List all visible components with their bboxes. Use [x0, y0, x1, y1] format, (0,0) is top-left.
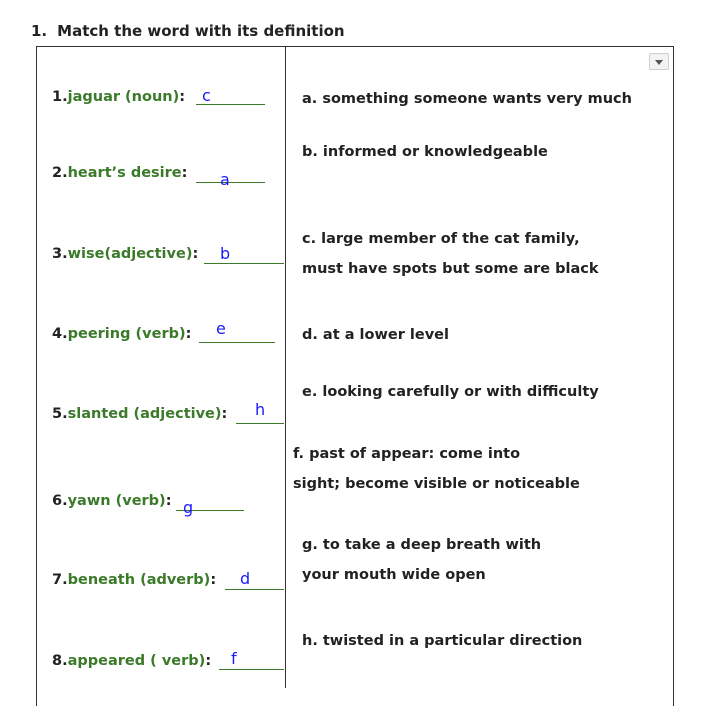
answer-1: c: [202, 86, 211, 105]
word-item-7: 7.beneath (adverb):: [52, 572, 217, 588]
answer-7: d: [240, 569, 251, 588]
answer-blank-4[interactable]: [199, 321, 275, 343]
answer-8: f: [231, 649, 237, 668]
word-item-6: 6.yawn (verb):: [52, 493, 172, 509]
column-divider: [285, 46, 286, 688]
definition-h: h. twisted in a particular direction: [302, 633, 583, 649]
answer-blank-3[interactable]: [204, 242, 284, 264]
definition-g: g. to take a deep breath with your mouth wide open: [302, 537, 542, 583]
word-item-4: 4.peering (verb):: [52, 326, 192, 342]
exercise-heading: [31, 22, 345, 40]
answer-3: b: [220, 244, 231, 263]
word-item-2: 2.heart’s desire:: [52, 165, 188, 181]
definition-a: a. something someone wants very much: [302, 91, 632, 107]
answer-6: g: [183, 498, 194, 517]
answer-blank-8[interactable]: [219, 648, 284, 670]
answer-blank-2[interactable]: [196, 161, 265, 183]
chevron-down-icon[interactable]: [649, 53, 669, 70]
word-item-5: 5.slanted (adjective):: [52, 406, 228, 422]
definition-b: b. informed or knowledgeable: [302, 144, 548, 160]
definition-e: e. looking carefully or with difficulty: [302, 384, 599, 400]
definition-d: d. at a lower level: [302, 327, 449, 343]
exercise-title: Match the word with its definition: [57, 22, 345, 40]
answer-2: a: [220, 170, 230, 189]
answer-4: e: [216, 319, 226, 338]
exercise-number: 1.: [31, 22, 48, 40]
definition-f: f. past of appear: come into sight; become visible or noticeable: [293, 446, 580, 492]
word-item-8: 8.appeared ( verb):: [52, 653, 212, 669]
definition-c: c. large member of the cat family, must have spots but some are black: [302, 231, 599, 277]
word-item-3: 3.wise(adjective):: [52, 246, 199, 262]
word-item-1: 1.jaguar (noun):: [52, 89, 186, 105]
answer-blank-7[interactable]: [225, 568, 284, 590]
answer-5: h: [255, 400, 266, 419]
